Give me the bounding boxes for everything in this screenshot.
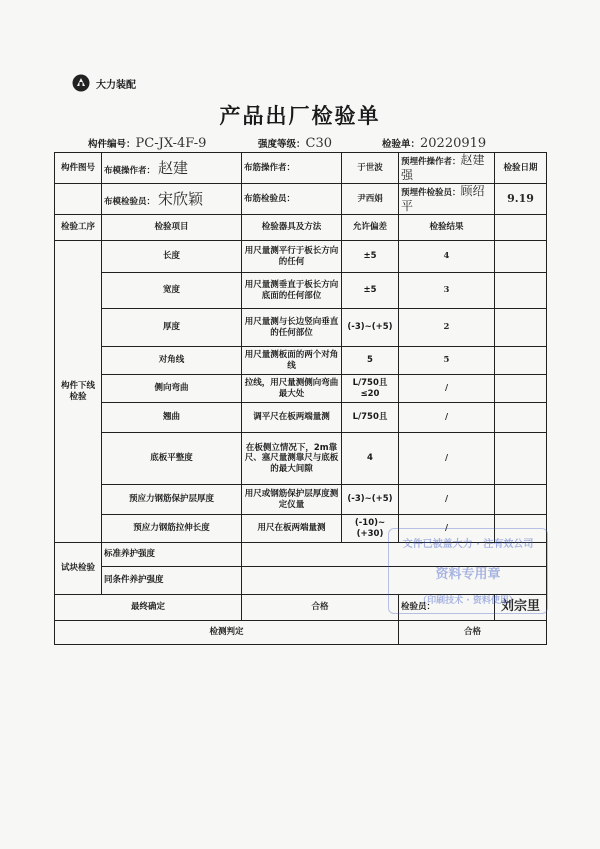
row-result: / xyxy=(399,375,495,403)
row-item: 预应力钢筋拉伸长度 xyxy=(102,515,242,543)
final-label: 最终确定 xyxy=(55,595,242,621)
row-tolerance: (-3)~(+5) xyxy=(342,309,399,347)
row-method: 用尺在板两端量测 xyxy=(242,515,342,543)
col-result: 检验结果 xyxy=(399,215,495,241)
company-seal-stamp xyxy=(388,528,548,614)
rebar-inspector-label: 布筋检验员： xyxy=(242,184,342,215)
drawing-no-label: 构件图号 xyxy=(55,153,102,184)
row-tolerance: 4 xyxy=(342,433,399,485)
row-method: 用尺量测平行于板长方向的任何 xyxy=(242,241,342,273)
embed-inspector-cell xyxy=(399,184,495,215)
component-no-field xyxy=(88,136,206,151)
row-item: 底板平整度 xyxy=(102,433,242,485)
strength-label: 强度等级： xyxy=(258,139,306,150)
embed-inspector-label: 预埋件检验员： xyxy=(401,188,461,198)
row-tolerance: L/750且 xyxy=(342,403,399,433)
row-method: 用尺量测与长边竖向垂直的任何部位 xyxy=(242,309,342,347)
row-item: 预应力钢筋保护层厚度 xyxy=(102,485,242,515)
table-row xyxy=(55,375,547,403)
row-result: / xyxy=(399,433,495,485)
inspector-name: 刘宗里 xyxy=(495,595,547,621)
table-row xyxy=(55,403,547,433)
col-method: 检验器具及方法 xyxy=(242,215,342,241)
stamp-line-3: （印刷技术 · 资料使用） xyxy=(418,596,518,606)
inspectors-row xyxy=(55,184,547,215)
row-tolerance: (-10)~(+30) xyxy=(342,515,399,543)
table-row xyxy=(55,309,547,347)
row-result: 3 xyxy=(399,273,495,309)
row-result: / xyxy=(399,515,495,543)
company-name: 大力装配 xyxy=(96,80,136,91)
operators-row xyxy=(55,153,547,184)
strength-value: C30 xyxy=(305,136,333,151)
embed-operator-label: 预埋件操作者： xyxy=(401,157,461,167)
strength-field xyxy=(258,136,332,151)
embed-operator-cell xyxy=(399,153,495,184)
block-test-label: 试块检验 xyxy=(55,543,102,595)
stamp-line-1: 文件已被盖大力 · 注有效公司 xyxy=(402,539,534,550)
row-method: 调平尺在板两端量测 xyxy=(242,403,342,433)
row-tolerance: ±5 xyxy=(342,241,399,273)
row-tolerance: ±5 xyxy=(342,273,399,309)
inspector-label: 检验员： xyxy=(399,595,495,621)
row-result: / xyxy=(399,485,495,515)
row-item: 厚度 xyxy=(102,309,242,347)
same-condition-curing-label: 同条件养护强度 xyxy=(102,567,242,595)
component-no-label: 构件编号： xyxy=(88,139,136,150)
company-logo-icon xyxy=(72,74,90,92)
standard-curing-label: 标准养护强度 xyxy=(102,543,242,567)
mold-inspector-label: 布模检验员： xyxy=(104,196,156,207)
row-item: 宽度 xyxy=(102,273,242,309)
col-tolerance: 允许偏差 xyxy=(342,215,399,241)
mold-operator-cell xyxy=(102,153,242,184)
inspection-no-label: 检验单： xyxy=(382,139,421,150)
inspect-date-label: 检验日期 xyxy=(495,153,547,184)
row-tolerance: (-3)~(+5) xyxy=(342,485,399,515)
row-method: 拉线，用尺量测侧向弯曲最大处 xyxy=(242,375,342,403)
judgement-row xyxy=(55,621,547,645)
row-result: 5 xyxy=(399,347,495,375)
col-process: 检验工序 xyxy=(55,215,102,241)
judgement-label: 检测判定 xyxy=(55,621,399,645)
row-tolerance: L/750且≤20 xyxy=(342,375,399,403)
table-row xyxy=(55,273,547,309)
row-result: / xyxy=(399,403,495,433)
row-item: 对角线 xyxy=(102,347,242,375)
component-no-value: PC-JX-4F-9 xyxy=(135,136,207,151)
judgement-value: 合格 xyxy=(399,621,547,645)
row-item: 翘曲 xyxy=(102,403,242,433)
rebar-operator-name: 于世波 xyxy=(342,153,399,184)
section-label: 构件下线检验 xyxy=(55,241,102,543)
row-tolerance: 5 xyxy=(342,347,399,375)
rebar-inspector-name: 尹西娟 xyxy=(342,184,399,215)
table-row xyxy=(55,347,547,375)
inspection-no-value: 20220919 xyxy=(420,136,487,151)
mold-operator-label: 布模操作者： xyxy=(104,165,156,176)
row-result: 2 xyxy=(399,309,495,347)
row-method: 用尺量测垂直于板长方向底面的任何部位 xyxy=(242,273,342,309)
col-item: 检验项目 xyxy=(102,215,242,241)
mold-inspector-cell xyxy=(102,184,242,215)
mold-operator-name: 赵建 xyxy=(157,158,188,177)
column-header-row xyxy=(55,215,547,241)
row-item: 侧向弯曲 xyxy=(102,375,242,403)
row-method: 用尺或钢筋保护层厚度测定仪量 xyxy=(242,485,342,515)
table-row xyxy=(55,241,547,273)
page-title: 产品出厂检验单 xyxy=(219,104,381,128)
table-row xyxy=(55,485,547,515)
final-value: 合格 xyxy=(242,595,399,621)
row-method: 在板侧立情况下，2m靠尺、塞尺量测靠尺与底板的最大间隙 xyxy=(242,433,342,485)
stamp-line-2: 资料专用章 xyxy=(435,567,501,582)
rebar-operator-label: 布筋操作者： xyxy=(242,153,342,184)
row-result: 4 xyxy=(399,241,495,273)
row-method: 用尺量测板面的两个对角线 xyxy=(242,347,342,375)
embed-inspector-name: 顾绍平 xyxy=(401,184,485,213)
table-row xyxy=(55,433,547,485)
inspection-no-field xyxy=(382,136,486,151)
inspect-date-value: 9.19 xyxy=(495,184,547,215)
embed-operator-name: 赵建强 xyxy=(401,153,485,182)
mold-inspector-name: 宋欣颖 xyxy=(157,189,203,208)
row-item: 长度 xyxy=(102,241,242,273)
